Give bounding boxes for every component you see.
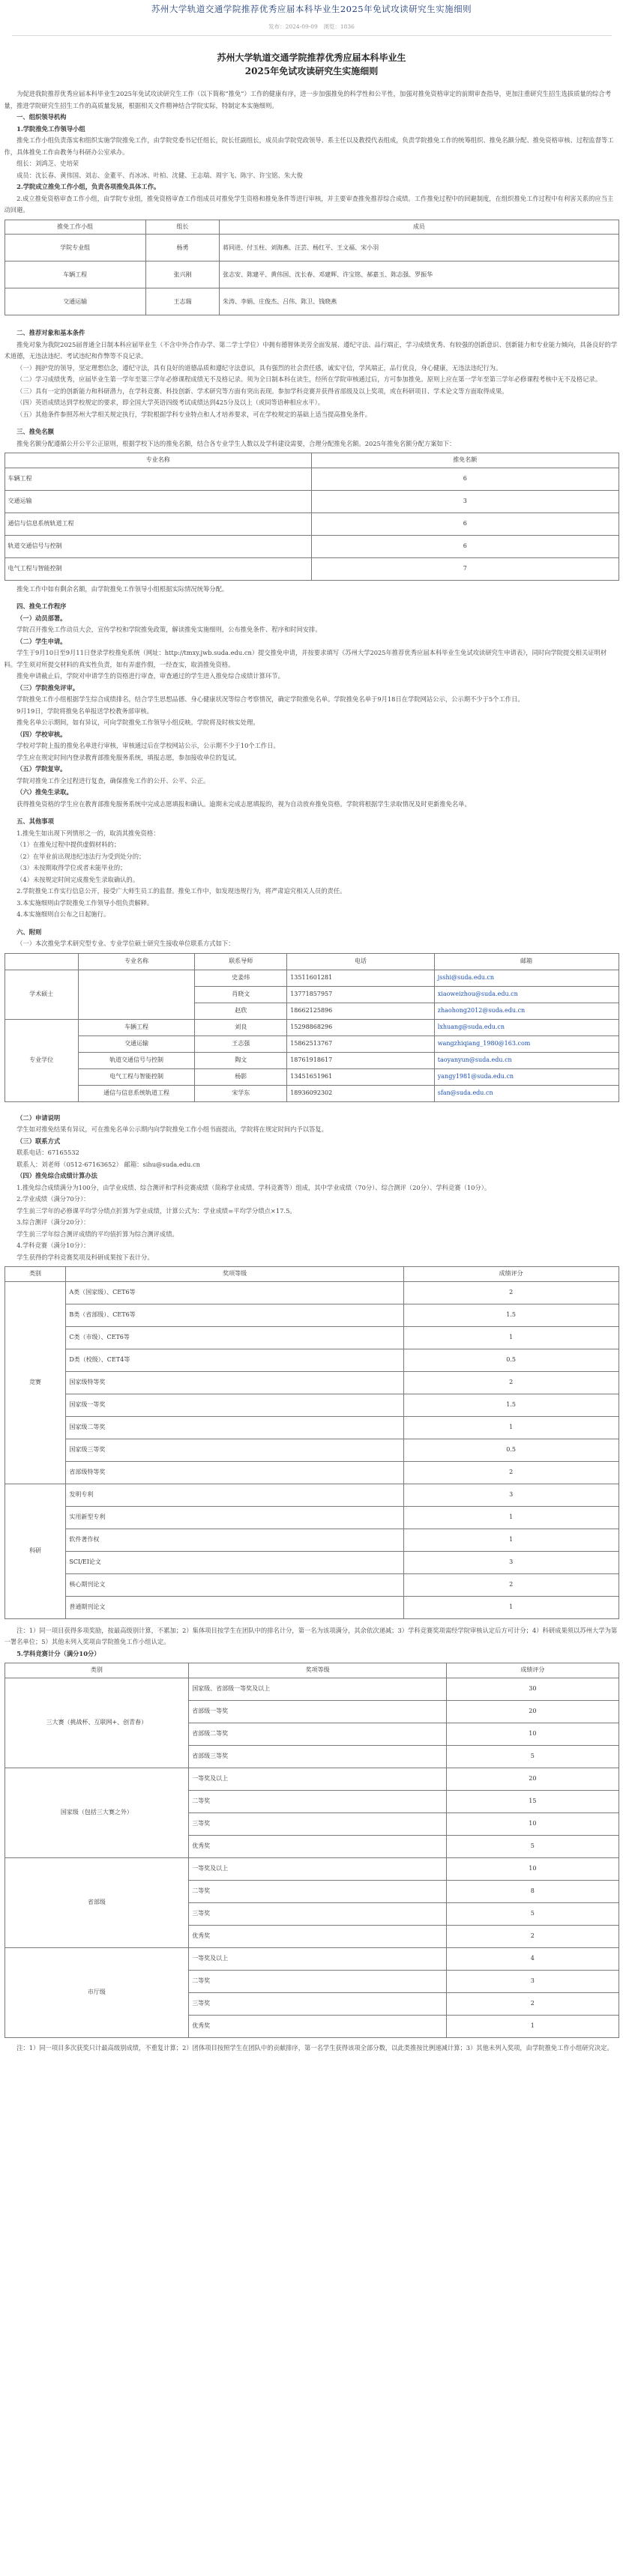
table-cell: 学术硕士 (4, 970, 78, 1019)
table-cell: 陶文 (195, 1052, 287, 1068)
table-row (4, 1304, 619, 1326)
table-cell: 王志强 (195, 1035, 287, 1052)
table-cell: 1.5 (403, 1394, 619, 1416)
table-cell: 通信与信息系统轨道工程 (4, 513, 312, 535)
paragraph: 成员：沈长春、黄伟国、刘志、金董平、肖冰冰、叶柏、沈健、王志瑞、周宇飞、陈宇、许宝铭、朱大俊 (16, 171, 303, 179)
table-cell: 三大赛（挑战杯、互联网+、创青春） (4, 1678, 189, 1768)
subsection-heading: （三）联系方式 (16, 1137, 61, 1145)
table-cell: 5 (447, 1902, 619, 1925)
paragraph: 2.学业成绩（满分70分）： (16, 1195, 90, 1203)
section-heading: 二、推荐对象和基本条件 (16, 329, 85, 337)
table-row (4, 970, 619, 986)
table-cell: 1 (403, 1416, 619, 1439)
subsection-heading: （一）动员部署。 (16, 614, 67, 622)
table-cell: 市厅级 (4, 1947, 189, 2037)
table-header-cell: 成绩评分 (447, 1663, 619, 1678)
table-row (4, 557, 619, 580)
table-cell: 宋学东 (195, 1085, 287, 1101)
table-header-cell: 电话 (287, 953, 435, 970)
table-row (4, 535, 619, 557)
table-cell: 10 (447, 1812, 619, 1835)
table-cell: 6 (312, 468, 619, 490)
table-row (4, 1484, 619, 1506)
table-row (4, 1035, 619, 1052)
paragraph: 联系人：刘老师（0512-67163652） 邮箱：sihu@suda.edu.cn (16, 1160, 201, 1168)
table-cell: 1 (403, 1529, 619, 1551)
table-cell: 杨影 (195, 1068, 287, 1085)
table-cell: 3 (312, 490, 619, 513)
paragraph: 推免名额分配遵循公开公平公正原则，根据学校下达的推免名额，结合各专业学生人数以及学科建设需要，合理分配推免名额。2025年推免名额分配方案如下： (16, 439, 456, 447)
email-link[interactable]: taoyanyun@suda.edu.cn (437, 1056, 512, 1064)
table-cell: B类（省部级）、CET6等 (66, 1304, 403, 1326)
paragraph: 4.学科竞赛（满分10分）： (16, 1242, 90, 1250)
table-cell: 三等奖 (189, 1812, 447, 1835)
table-cell: 实用新型专利 (66, 1506, 403, 1529)
table-header-row (4, 453, 619, 468)
table-cell: 1 (403, 1326, 619, 1349)
table-row (4, 1052, 619, 1068)
table-cell: 二等奖 (189, 1970, 447, 1992)
paragraph: 学院召开推免工作动员大会，宣传学校和学院推免政策，解读推免实施细则，公布推免条件、程序和时间安排。 (16, 626, 322, 634)
table-header-cell: 组长 (145, 220, 219, 234)
contact-table (4, 953, 619, 1102)
table-row (4, 513, 619, 535)
page-header (0, 0, 623, 36)
table-cell: 5 (447, 1745, 619, 1768)
section-heading: 五、其他事项 (16, 817, 54, 826)
table-cell: 一等奖及以上 (189, 1947, 447, 1970)
table-cell: 国家级三等奖 (66, 1439, 403, 1461)
table-cell: 18662125896 (287, 1003, 435, 1019)
subsection-heading: （二）学生申请。 (16, 637, 67, 645)
table-note: 注：1）同一项目获得多项奖励，按最高级别计算，不累加；2）集体项目按学生在团队中的排名计分，第一名为该项满分，其余依次递减；3）学科竞赛奖项需经学院审核认定后方可计分；4）科研成果须以苏州大学为第一署名单位；5）其他未列入奖项由学院推免工作小组认定。 (4, 1626, 618, 1646)
table-cell: 普通期刊论文 (66, 1596, 403, 1618)
paragraph: 推免名单公示期间，如有异议，可向学院推免工作领导小组反映。学院将及时核实处理。 (16, 719, 259, 727)
paragraph: 1.推免综合成绩满分为100分，由学业成绩、综合测评和学科竞赛成绩（简称学业成绩、学科竞赛等）组成，其中学业成绩（70分）、综合测评（20分）、学科竞赛（10分）。 (16, 1183, 491, 1191)
table-cell: 史姜炜 (195, 970, 287, 986)
paragraph: 2.成立推免资格审查工作小组，由学院专业组，推免资格审查工作组成员对推免学生资格和推免条件等进行审核，并主要审查推免推荐综合成绩。工作推免过程中的回避制度，在组织推免工作过程中有利害关系的应当主动回避。 (4, 194, 614, 214)
table-cell: 竞赛 (4, 1281, 66, 1484)
paragraph: 学生前三学年综合测评成绩的平均值折算为综合测评成绩。 (16, 1230, 178, 1238)
table-cell: 13511601281 (287, 970, 435, 986)
table-cell: 15 (447, 1790, 619, 1812)
table-cell: 1 (403, 1506, 619, 1529)
table-row (4, 1768, 619, 1790)
section-heading: 四、推免工作程序 (16, 602, 67, 611)
table-cell: 2 (403, 1371, 619, 1394)
email-link[interactable]: sfan@suda.edu.cn (437, 1089, 493, 1097)
paragraph: 1.推免生如出现下列情形之一的，取消其推免资格： (16, 829, 160, 837)
table-cell: SCI/EI论文 (66, 1551, 403, 1573)
paragraph: 推免工作中如有剩余名额，由学院推免工作领导小组根据实际情况统筹分配。 (16, 584, 229, 593)
table-cell (434, 1019, 619, 1035)
table-cell (434, 986, 619, 1003)
table-header-cell: 推免名额 (312, 453, 619, 468)
table-cell: 15862513767 (287, 1035, 435, 1052)
table-cell: 国家级二等奖 (66, 1416, 403, 1439)
table-header-row (4, 953, 619, 970)
paragraph: 推免工作小组负责落实和组织实施学院推免工作，由学院党委书记任组长，院长任副组长，成员由学院党政领导、系主任以及教授代表组成，负责学院推免工作的统筹组织、推免名额分配、推免资格审核、过程监督等工作，具体推免工作由教务与科研办公室承办。 (4, 136, 614, 156)
table-cell: 车辆工程 (4, 261, 145, 288)
table-row (4, 1506, 619, 1529)
table-cell: 杨勇 (145, 235, 219, 261)
table-cell: 软件著作权 (66, 1529, 403, 1551)
table-cell: 3 (403, 1484, 619, 1506)
table-cell: 优秀奖 (189, 1925, 447, 1947)
table-cell: 省部级二等奖 (189, 1723, 447, 1745)
table-cell: 刘良 (195, 1019, 287, 1035)
title-line-1: 苏州大学轨道交通学院推荐优秀应届本科毕业生 (217, 52, 406, 64)
paragraph: 学生获得的学科竞赛奖项及科研成果按下表计分。 (16, 1253, 154, 1261)
table-cell: D类（校级）、CET4等 (66, 1349, 403, 1371)
paragraph: 推免对象为我院2025届普通全日制本科应届毕业生（不含中外合作办学、第二学士学位）中拥有德智体美劳全面发展、遵纪守法、品行端正，学习成绩优秀、有较强的创新意识、创新能力和专业能力倾向，具备良好的学术道德，无违法违纪、考试违纪和作弊等不良记录。 (4, 340, 618, 360)
table-row (4, 1068, 619, 1085)
divider (12, 35, 612, 36)
section-heading: 六、附则 (16, 928, 42, 936)
table-header-cell: 专业名称 (4, 453, 312, 468)
intro-paragraph: 为促进我院推荐优秀应届本科毕业生2025年免试攻读研究生工作（以下简称“推免”）工作的健康有序，进一步加强推免的科学性和公平性，加强对推免资格审定的前期审查指导，更加注重研究生招生选拔质量的综合考量，推进学院研究生招生工作的高质量发展，根据相关文件精神结合学院实际，特制定本实施细则。 (4, 90, 612, 109)
list-item: （2）在毕业前出现违纪违法行为受到处分的； (16, 852, 145, 860)
table-row (4, 1326, 619, 1349)
email-link[interactable]: lxhuang@suda.edu.cn (437, 1024, 505, 1031)
table-cell: 省部级特等奖 (66, 1461, 403, 1484)
table-cell (434, 1003, 619, 1019)
table-cell: 王志瑞 (145, 288, 219, 315)
table-cell: 车辆工程 (78, 1019, 195, 1035)
table-cell (78, 970, 195, 1019)
publish-meta: 发布：2024-09-09 浏览：1836 (268, 22, 355, 30)
email-link[interactable]: jsshi@suda.edu.cn (437, 974, 495, 982)
paragraph: 学院推免工作小组根据学生综合成绩排名，结合学生思想品德、身心健康状况等综合考察情况，确定学院推免名单。学院推免名单于9月18日在学院网站公示，公示期不少于5个工作日。 (16, 695, 524, 704)
table-row (4, 1019, 619, 1035)
subsection-heading: （二）申请说明 (16, 1113, 61, 1122)
table-row (4, 1461, 619, 1484)
table-cell: 省部级一等奖 (189, 1700, 447, 1723)
table-cell: 1.5 (403, 1304, 619, 1326)
table-cell: 10 (447, 1857, 619, 1880)
paragraph: 2.学院推免工作实行信息公开，接受广大师生员工的监督。推免工作中，如发现违规行为，将严肃追究相关人员的责任。 (16, 887, 346, 895)
table-cell: 轨道交通信号与控制 (4, 535, 312, 557)
table-header-cell: 成绩评分 (403, 1267, 619, 1281)
table-row (4, 490, 619, 513)
table-cell (434, 1068, 619, 1085)
table-row (4, 1085, 619, 1101)
paragraph: 3.本实施细则由学院推免工作领导小组负责解释。 (16, 898, 154, 907)
table-cell: 国家级、省部级一等奖及以上 (189, 1678, 447, 1700)
subsection-heading: （四）学校审核。 (16, 730, 67, 738)
paragraph: 学生于9月10日至9月11日登录学校推免系统（网址：http://tmxy.jwb.suda.edu.cn）提交推免申请，并按要求填写《苏州大学2025年推荐优秀应届本科毕业生免试攻读研究生申请表》，同时向学院提交相关证明材料。学生须对所提交材料的真实性负责，如有弄虚作假，一经查实，取消推免资格。 (4, 649, 607, 668)
table-row (4, 1371, 619, 1394)
table-cell: 三等奖 (189, 1992, 447, 2015)
table-cell: 电气工程与智能控制 (4, 557, 312, 580)
title-line-2: 2025年免试攻读研究生实施细则 (244, 66, 379, 77)
table-header-row (4, 220, 619, 234)
table-cell (434, 1035, 619, 1052)
table-cell: 国家级（包括三大赛之外） (4, 1768, 189, 1857)
table-row (4, 1394, 619, 1416)
subsection-heading: 5.学科竞赛计分（满分10分） (16, 1649, 100, 1657)
paragraph: 3.综合测评（满分20分）： (16, 1218, 90, 1227)
table-header-cell: 联系导师 (195, 953, 287, 970)
table-cell: 二等奖 (189, 1880, 447, 1902)
paragraph: （四）英语成绩达到学校规定的要求，即全国大学英语四级考试成绩达到425分及以上（或同等语种相应水平）。 (16, 399, 325, 407)
table-cell: 三等奖 (189, 1902, 447, 1925)
table-cell: 张志安、陈建平、黄伟国、沈长春、邓建辉、许宝铭、郝嘉玉、陈志强、罗振华 (220, 261, 619, 288)
table-cell: 车辆工程 (4, 468, 312, 490)
footnote: 注：1）同一项目多次获奖只计最高级别成绩，不重复计算；2）团体项目按照学生在团队中的贡献排序，第一名学生获得该项全部分数，以此类推按比例递减计算；3）其他未列入奖项，由学院推免工作小组研究决定。 (16, 2043, 613, 2052)
table-cell: 1 (447, 2015, 619, 2037)
table-cell: 核心期刊论文 (66, 1573, 403, 1596)
paragraph: 学院对推免工作全过程进行复查，确保推免工作的公开、公平、公正。 (16, 776, 210, 784)
table-cell: 5 (447, 1835, 619, 1857)
table-row (4, 1551, 619, 1573)
table-cell: 二等奖 (189, 1790, 447, 1812)
table-row (4, 1678, 619, 1700)
table-cell: 18936092302 (287, 1085, 435, 1101)
table-row (4, 1439, 619, 1461)
table-cell: 科研 (4, 1484, 66, 1618)
paragraph: 学生应在规定时间内登录教育部推免服务系统，填报志愿，参加接收单位的复试。 (16, 753, 241, 761)
table-cell: 专业学位 (4, 1019, 78, 1101)
table-cell: 省部级三等奖 (189, 1745, 447, 1768)
list-item: （1）在推免过程中提供虚假材料的； (16, 841, 121, 849)
table-header-cell (4, 953, 78, 970)
paragraph: （五）其他条件参照苏州大学相关规定执行，学院根据学科专业特点和人才培养要求，可在学校规定的基础上适当提高推免条件。 (16, 410, 372, 418)
table-cell: 2 (403, 1461, 619, 1484)
table-header-cell: 奖项等级 (66, 1267, 403, 1281)
paragraph: （一）拥护党的领导，坚定理想信念，遵纪守法，具有良好的道德品质和遵纪守法意识，具有强烈的社会责任感，诚实守信，学风端正，品行优良，身心健康，无违法违纪行为。 (16, 363, 502, 372)
table-cell: 一等奖及以上 (189, 1857, 447, 1880)
table-cell: 0.5 (403, 1439, 619, 1461)
table-header-cell: 类别 (4, 1663, 189, 1678)
table-cell: 通信与信息系统轨道工程 (78, 1085, 195, 1101)
email-link[interactable]: yangy1981@suda.edu.cn (437, 1073, 514, 1080)
table-cell: 优秀奖 (189, 2015, 447, 2037)
email-link[interactable]: xiaoweizhou@suda.edu.cn (437, 991, 518, 998)
table-cell: 赵欣 (195, 1003, 287, 1019)
table-row (4, 1573, 619, 1596)
table-cell: 0.5 (403, 1349, 619, 1371)
table-cell: 20 (447, 1768, 619, 1790)
table-cell: 18761918617 (287, 1052, 435, 1068)
table-row (4, 1857, 619, 1880)
table-cell: 交通运输 (78, 1035, 195, 1052)
table-cell: 13771857957 (287, 986, 435, 1003)
paragraph: 学生前三学年的必修课平均学分绩点折算为学业成绩，计算公式为：学业成绩=平均学分绩点×17.5。 (16, 1206, 296, 1215)
subsection-heading: （四）推免综合成绩计算办法 (16, 1172, 97, 1180)
list-item: （3）未按期取得学位或者未能毕业的； (16, 864, 127, 872)
table-cell: 30 (447, 1678, 619, 1700)
table-cell: 3 (403, 1551, 619, 1573)
table-cell (434, 1085, 619, 1101)
table-header-cell: 推免工作小组 (4, 220, 145, 234)
paragraph: 9月19日，学院将推免名单报送学校教务部审核。 (16, 707, 153, 715)
table-cell (434, 970, 619, 986)
paragraph: 推免申请截止后，学院对申请学生的资格进行审查，审查通过的学生进入推免综合成绩计算环节。 (16, 672, 284, 680)
paragraph: 获得推免资格的学生应在教育部推免服务系统中完成志愿填报和确认。逾期未完成志愿填报的，视为自动放弃推免资格。学院将根据学生录取情况及时更新推免名单。 (16, 799, 471, 808)
paragraph: （二）学习成绩优秀，应届毕业生第一学年至第三学年必修课程成绩无不及格记录。须为全日制本科在读生，经所在学院审核通过后，方可参加推免。原则上应在第一学年至第三学年必修课程考核中无不及格记录。 (16, 375, 602, 384)
table-cell: 6 (312, 513, 619, 535)
table-cell: A类（国家级）、CET6等 (66, 1281, 403, 1304)
table-cell: 交通运输 (4, 288, 145, 315)
competition-score-table (4, 1663, 619, 2037)
table-cell: 20 (447, 1700, 619, 1723)
table-cell: 国家级特等奖 (66, 1371, 403, 1394)
table-header-cell: 成员 (220, 220, 619, 234)
table-cell: 2 (447, 1992, 619, 2015)
table-cell: 优秀奖 (189, 1835, 447, 1857)
table-row (4, 261, 619, 288)
paragraph: （一）本次推免学术研究型专业、专业学位硕士研究生接收单位联系方式如下： (16, 940, 235, 948)
table-cell: 学院专业组 (4, 235, 145, 261)
table-cell: 交通运输 (4, 490, 312, 513)
table-cell: 2 (447, 1925, 619, 1947)
table-cell: 张兴刚 (145, 261, 219, 288)
paragraph: 4.本实施细则自公布之日起施行。 (16, 910, 110, 919)
subsection-heading: （三）学院推免评审。 (16, 683, 79, 692)
section-heading: 三、推免名额 (16, 428, 54, 436)
table-cell: 发明专利 (66, 1484, 403, 1506)
paragraph: （三）具有一定的创新能力和科研潜力，在学科竞赛、科技创新、学术研究等方面有突出表现。参加学科竞赛并获得省部级及以上奖项，或在科研项目、学术论文等方面取得成果。 (16, 387, 508, 395)
article-body (4, 51, 619, 2054)
table-cell: 轨道交通信号与控制 (78, 1052, 195, 1068)
paragraph: 学校对学院上报的推免名单进行审核，审核通过后在学校网站公示，公示期不少于10个工作日。 (16, 742, 280, 750)
table-cell: 蒋同进、付玉柱、刘海燕、汪芸、杨红平、王文福、宋小羽 (220, 235, 619, 261)
quota-table (4, 453, 619, 580)
table-header-row (4, 1267, 619, 1281)
table-row (4, 1947, 619, 1970)
table-cell: C类（市级）、CET6等 (66, 1326, 403, 1349)
table-cell: 电气工程与智能控制 (78, 1068, 195, 1085)
table-row (4, 235, 619, 261)
table-cell: 10 (447, 1723, 619, 1745)
table-cell: 朱涛、李娟、庄俊杰、吕伟、陈卫、钱晓燕 (220, 288, 619, 315)
table-cell: 7 (312, 557, 619, 580)
table-cell: 8 (447, 1880, 619, 1902)
table-cell: 13451651961 (287, 1068, 435, 1085)
paragraph: 学生如对推免结果有异议，可在推免名单公示期内向学院推免工作小组书面提出，学院将在规定时间内予以答复。 (16, 1125, 328, 1134)
table-row (4, 1529, 619, 1551)
table-cell: 肖晓文 (195, 986, 287, 1003)
subsection-heading: （六）推免生录取。 (16, 788, 73, 796)
table-cell: 1 (403, 1596, 619, 1618)
table-cell: 3 (447, 1970, 619, 1992)
table-row (4, 1349, 619, 1371)
table-row (4, 468, 619, 490)
table-cell: 国家级一等奖 (66, 1394, 403, 1416)
table-cell: 2 (403, 1573, 619, 1596)
table-row (4, 1281, 619, 1304)
working-group-table (4, 220, 619, 315)
table-cell: 6 (312, 535, 619, 557)
subsection-heading: 1.学院推免工作领导小组 (16, 124, 85, 133)
table-cell: 一等奖及以上 (189, 1768, 447, 1790)
section-heading: 一、组织领导机构 (16, 113, 67, 121)
email-link[interactable]: wangzhiqiang_1980@163.com (437, 1040, 531, 1047)
table-header-cell: 类别 (4, 1267, 66, 1281)
table-cell: 4 (447, 1947, 619, 1970)
paragraph: 联系电话：67165532 (16, 1149, 79, 1157)
table-header-cell: 邮箱 (434, 953, 619, 970)
table-header-cell: 专业名称 (78, 953, 195, 970)
table-row (4, 288, 619, 315)
site-title: 苏州大学轨道交通学院推荐优秀应届本科毕业生2025年免试攻读研究生实施细则 (151, 4, 472, 14)
list-item: （4）未按规定时间完成推免生录取确认的。 (16, 875, 139, 883)
table-cell (434, 1052, 619, 1068)
scoring-table (4, 1266, 619, 1618)
table-row (4, 1596, 619, 1618)
table-cell: 省部级 (4, 1857, 189, 1947)
subsection-heading: （五）学院复审。 (16, 765, 67, 773)
email-link[interactable]: zhaohong2012@suda.edu.cn (437, 1007, 526, 1015)
paragraph: 组长：刘鸿芝、史培荣 (16, 160, 79, 168)
table-cell: 15298868296 (287, 1019, 435, 1035)
table-cell: 2 (403, 1281, 619, 1304)
table-header-row (4, 1663, 619, 1678)
article-title (4, 51, 619, 78)
table-row (4, 1416, 619, 1439)
subsection-heading: 2.学院成立推免工作小组，负责各项推免具体工作。 (16, 183, 160, 191)
table-header-cell: 奖项等级 (189, 1663, 447, 1678)
